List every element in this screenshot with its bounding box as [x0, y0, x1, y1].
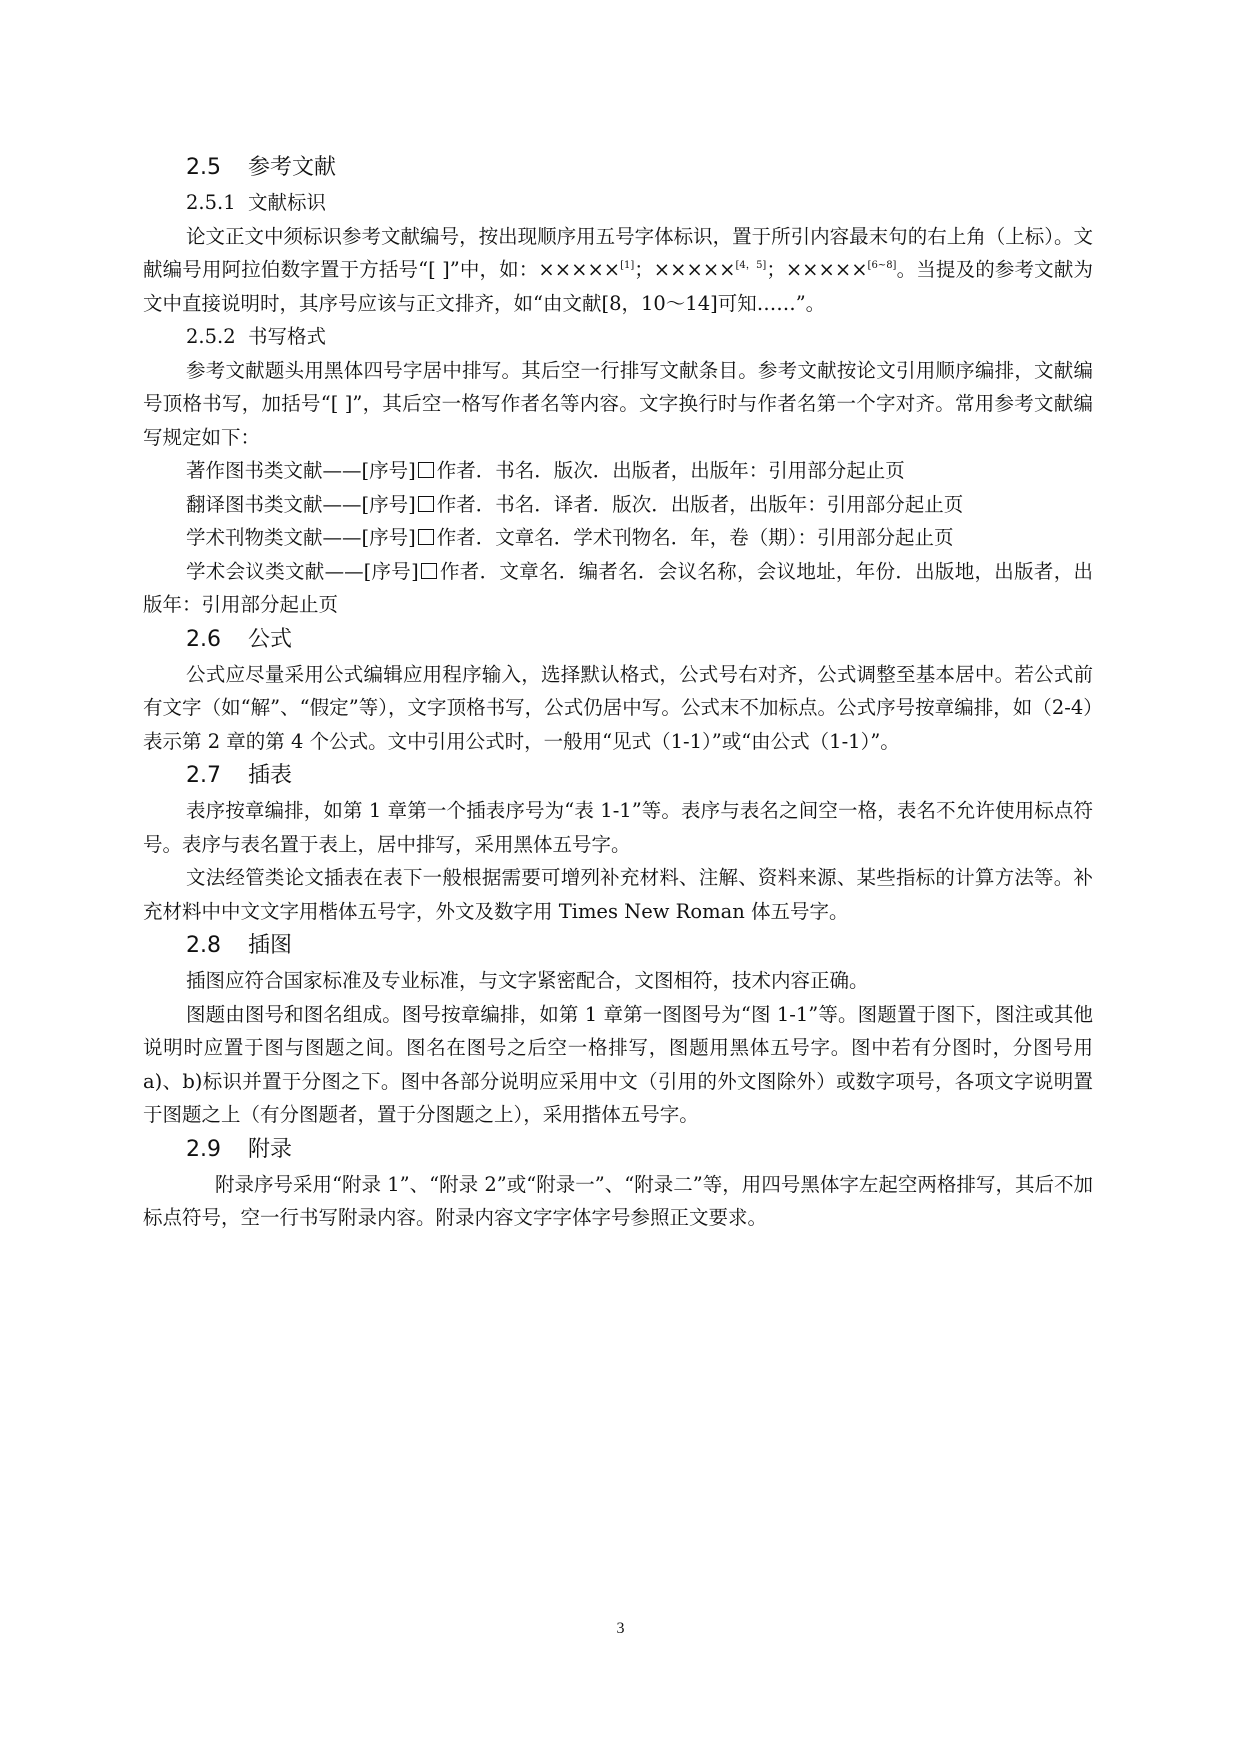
text-run: ；××××× [766, 258, 868, 281]
section-number: 2.6 [186, 626, 221, 652]
subsection-heading-2-5-1 [143, 186, 1093, 220]
section-heading-2-8 [143, 928, 1093, 964]
subsection-title: 文献标识 [248, 191, 327, 214]
section-heading-2-7 [143, 758, 1093, 794]
paragraph-writing-format: 参考文献题头用黑体四号字居中排写。其后空一行排写文献条目。参考文献按论文引用顺序编排，文献编号顶格书写，加括号“[ ]”，其后空一格写作者名等内容。文字换行时与作者名第一个字对齐。常用参考文献编写规定如下： [143, 358, 1093, 449]
text-run: 论文正文中须标识参考文献编号，按出现顺序用五号字体标识，置于所引内容最末句的右上角（上标）。文献编号用阿拉伯数字置于方括号“[ ]”中，如：××××× [143, 224, 1093, 281]
paragraph-citation-marking [143, 220, 1093, 321]
section-title: 附录 [248, 1136, 293, 1162]
reference-format-journal [143, 521, 1093, 555]
subsection-number: 2.5.2 [186, 325, 236, 348]
document-body [143, 150, 1093, 1235]
section-heading-2-5 [143, 150, 1093, 186]
paragraph-appendix: 附录序号采用“附录 1”、“附录 2”或“附录一”、“附录二”等，用四号黑体字左起空两格排写，其后不加标点符号，空一行书写附录内容。附录内容文字字体字号参照正文要求。 [143, 1172, 1093, 1229]
subsection-heading-2-5-2 [143, 320, 1093, 354]
text-run: 作者．文章名．学术刊物名．年，卷（期）：引用部分起止页 [436, 526, 954, 549]
reference-format-translation [143, 488, 1093, 522]
section-number: 2.8 [186, 933, 221, 958]
section-heading-2-6 [143, 622, 1093, 658]
paragraph-figures-1: 插图应符合国家标准及专业标准，与文字紧密配合，文图相符，技术内容正确。 [186, 969, 869, 992]
blank-square-icon [418, 496, 434, 512]
section-number: 2.9 [186, 1136, 221, 1162]
subsection-title: 书写格式 [248, 325, 327, 348]
blank-square-icon [418, 529, 434, 545]
subsection-number: 2.5.1 [186, 191, 236, 214]
text-run: 学术刊物类文献——[序号] [186, 526, 416, 549]
superscript-citation: [4，5] [735, 260, 767, 271]
section-title: 插图 [248, 933, 293, 958]
page-number: 3 [616, 1620, 625, 1637]
text-run: 作者．书名．版次．出版者，出版年：引用部分起止页 [436, 459, 905, 482]
text-run: ；××××× [634, 258, 736, 281]
paragraph-figures-2: 图题由图号和图名组成。图号按章编排，如第 1 章第一图图号为“图 1-1”等。图题置于图下，图注或其他说明时应置于图与图题之间。图名在图号之后空一格排写，图题用黑体五号字。图中若有分图时，分图号用 a)、b)标识并置于分图之下。图中各部分说明应采用中文（引用的外文图除外）或数字项号，各项文字说明置于图题之上（有分图题者，置于分图题之上），采用揩体五号字。 [143, 1002, 1093, 1126]
text-run: 。当提及的参考文献为文中直接说明时，其序号应该与正文排齐，如“由文献[8，10～14]可知……”。 [143, 258, 1093, 315]
section-heading-2-9 [143, 1132, 1093, 1168]
superscript-citation: [1] [620, 260, 635, 271]
section-number: 2.5 [186, 155, 221, 180]
section-title: 参考文献 [248, 155, 337, 180]
text-run: 作者．书名．译者．版次．出版者，出版年：引用部分起止页 [436, 492, 964, 516]
paragraph-tables-1: 表序按章编排，如第 1 章第一个插表序号为“表 1-1”等。表序与表名之间空一格，表名不允许使用标点符号。表序与表名置于表上，居中排写，采用黑体五号字。 [143, 799, 1093, 856]
blank-square-icon [418, 462, 434, 478]
blank-square-icon [421, 563, 437, 579]
paragraph-formulas: 公式应尽量采用公式编辑应用程序输入，选择默认格式，公式号右对齐，公式调整至基本居中。若公式前有文字（如“解”、“假定”等），文字顶格书写，公式仍居中写。公式末不加标点。公式序号按章编排，如（2-4）表示第 2 章的第 4 个公式。文中引用公式时，一般用“见式（1-1）”或“由公式（1-1）”。 [143, 662, 1093, 753]
text-run: 学术会议类文献——[序号] [186, 559, 419, 583]
reference-format-conference [143, 555, 1093, 622]
text-run: 著作图书类文献——[序号] [186, 459, 416, 482]
text-run: 作者．文章名．编者名．会议名称，会议地址，年份．出版地，出版者，出版年：引用部分起止页 [143, 559, 1093, 616]
section-title: 插表 [248, 763, 293, 788]
section-title: 公式 [248, 626, 293, 652]
section-number: 2.7 [186, 763, 221, 788]
reference-format-book [143, 454, 1093, 488]
paragraph-tables-2: 文法经管类论文插表在表下一般根据需要可增列补充材料、注解、资料来源、某些指标的计算方法等。补充材料中中文文字用楷体五号字，外文及数字用 Times New Roman 体五号字。 [143, 866, 1093, 923]
superscript-citation: [6~8] [867, 260, 897, 271]
text-run: 翻译图书类文献——[序号] [186, 492, 416, 516]
